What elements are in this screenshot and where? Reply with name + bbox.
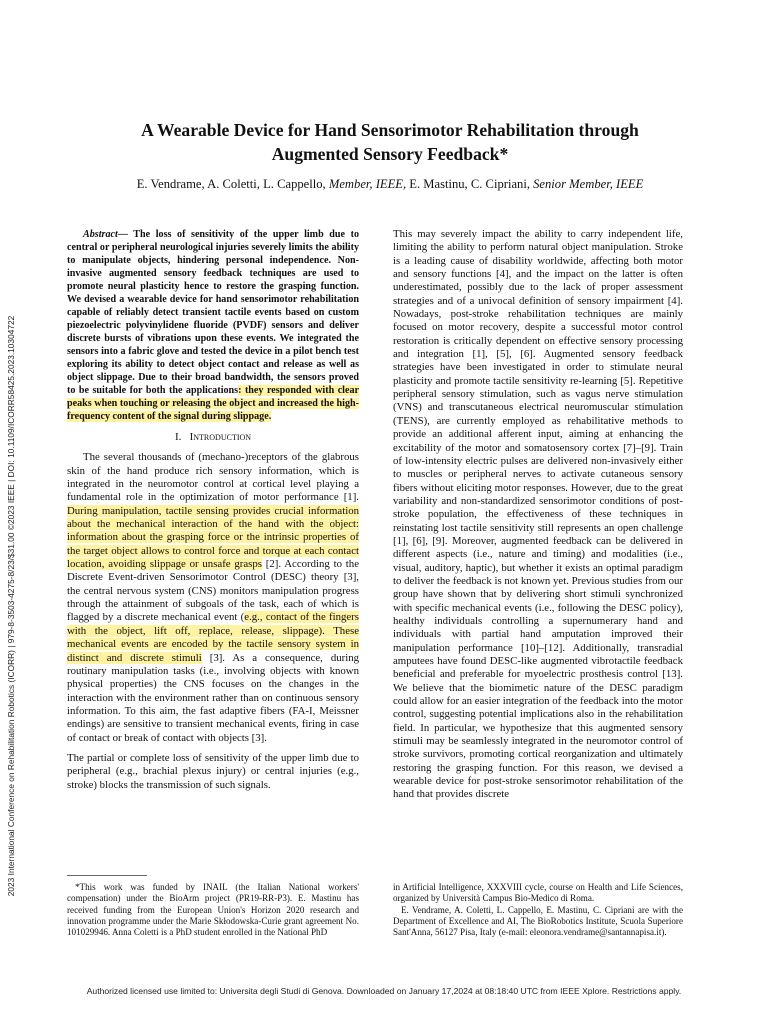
authors-part-2: E. Mastinu, C. Cipriani, [406, 177, 534, 191]
paper-title [60, 118, 720, 166]
abstract [67, 228, 359, 423]
abstract-label: Abstract [83, 229, 118, 240]
abstract-text: The loss of sensitivity of the upper limb due to central or peripheral neurological injuries severely limits the ability to manipulate objects, hindering personal independence. Non-invasive augmented sensory feedback techniques are used to promote neural plasticity hence to restore the grasping function. We devised a wearable device for hand sensorimotor rehabilitation capable of reliably detect transient tactile events based on custom piezoelectric polyvinylidene fluoride (PVDF) sensors and deliver discrete bursts of vibrations upon these events. We integrated the sensors into a fabric glove and tested the device in a pilot bench test exploring its ability to detect object contact and release as well as object slippage. Due to their broad bandwidth, the sensors proved to be suitable for both the applications [67, 229, 360, 396]
intro-paragraph-2: The partial or complete loss of sensitivity of the upper limb due to peripheral (e.g., brachial plexus injury) or central injuries (e.g., stroke) blocks the transmission of such signals. [67, 751, 359, 791]
left-column [67, 228, 359, 792]
title-line-1: A Wearable Device for Hand Sensorimotor Rehabilitation through [141, 120, 639, 140]
authors-part-1: E. Vendrame, A. Coletti, L. Cappello, [136, 177, 329, 191]
intro-highlight-2: e.g., contact of the fingers with the object, lift off, replace, release, slippage). These mechanical events are encoded by the tactile sensory system in distinct and discrete stimuli [67, 611, 359, 664]
author-list [60, 177, 720, 192]
footnote-continuation: in Artificial Intelligence, XXXVIII cycle, course on Health and Life Sciences, organized by Università Campus Bio-Medico di Roma. [393, 882, 683, 904]
abstract-dash: — [117, 229, 134, 240]
authors-role-2: Senior Member, IEEE [533, 177, 644, 191]
right-column [393, 228, 683, 802]
intro-text-c: [3]. As a consequence, during routinary manipulation tasks (i.e., involving objects with known physical properties) the CNS focuses on the changes in the interaction with the environment rather than on continuous sensory information. To this aim, the fast adaptive fibers (FA-I, Meissner endings) are sensitive to transient mechanical events, firing in case of contact or break of contact with objects [3]. [67, 651, 360, 744]
abstract-highlight: : they responded with clear peaks when touching or releasing the object and increased the high-frequency content of the signal during slippage. [67, 385, 359, 422]
section-number: I. [174, 431, 182, 443]
intro-highlight-1: During manipulation, tactile sensing provides crucial information about the mechanical interaction of the hand with the object: information about the grasping force or the intrinsic properties of the target object allows to control force and torque at each contact location, avoiding slippage or unsafe grasps [67, 504, 359, 571]
intro-text-b: [2]. According to the Discrete Event-driven Sensorimotor Control (DESC) theory [3], the central nervous system (CNS) monitors manipulation progress through the attainment of subgoals of the task, each of which is flagged by a discrete mechanical event ( [67, 558, 359, 624]
right-column-text: This may severely impact the ability to carry independent life, limiting the ability to perform natural object manipulation. Stroke is a leading cause of disability worldwide, affecting both motor and sensory functions [4], and the impact on the latter is often underestimated, possibly due to the lack of proper assessment strategies and of a univocal definition of sensory impairment [4]. Nowadays, post-stroke rehabilitation techniques are mainly focused on motor recovery, despite a successful motor control restoration is critically dependent on effective sensory processing and integration [1], [5], [6]. Augmented sensory feedback strategies have been investigated in order to stimulate neural plasticity and promote tactile sensitivity re-learning [5]. Repetitive peripheral sensory stimulation, such as vagus nerve stimulation (VNS) and transcutaneous electrical neuromuscular stimulation (TENS), are currently employed as rehabilitative methods to provide an additional afferent input, aiming at enhancing the excitability of the motor and somatosensory cortex [7]–[9]. Train of low-intensity electric pulses are delivered non-invasively either to muscles or peripheral nerves to activate cutaneous sensory fibers without eliciting motor responses. However, due to the great variability and non-standardized sensorimotor conditions of post-stroke population, the effectiveness of these techniques in reinstating lost tactile sensitivity still represents an open challenge [1], [6], [9]. Moreover, augmented feedback can be delivered in different aspects (i.e., nature and timing) and modalities (i.e., visual, auditory, haptic), but whether it exists an optimal paradigm to deliver the feedback is not known yet. Previous studies from our group have shown that by delivering short stimuli synchronized with specific mechanical events (i.e., following the DESC policy), healthy individuals controlling a supernumerary hand and individuals with partial hand amputation improved their manipulation performance [10]–[12]. Additionally, transradial amputees have found DESC-like augmented vibrotactile feedback beneficial and preferable for myoelectric prosthesis control [13]. We believe that the biomimetic nature of the DESC paradigm could allow for an easier integration of the feedback into the motor control, suggesting potential implications also in the rehabilitation field. In particular, we hypothesize that this augmented sensory stimuli may be seamlessly integrated in the neuromotor control of stroke survivors, promoting cortical reorganization and ultimately restoring the grasping function. For this reason, we devised a wearable device for post-stroke sensorimotor rehabilitation of the hand that provides discrete [393, 228, 683, 801]
affiliation-footnote: E. Vendrame, A. Coletti, L. Cappello, E. Mastinu, C. Cipriani are with the Department of Excellence and AI, The BioRobotics Institute, Scuola Superiore Sant'Anna, 56127 Pisa, Italy (e-mail: eleonora.vendrame@santannapisa.it). [393, 904, 683, 938]
authors-role-1: Member, IEEE, [328, 177, 407, 191]
side-publication-note: 2023 International Conference on Rehabilitation Robotics (ICORR) | 979-8-3503-4275-8/23/$31.00 ©2023 IEEE | DOI: 10.1109/ICORR58425.2023.10304722 [6, 315, 16, 897]
section-title: Introduction [189, 431, 252, 443]
footnote-rule [67, 875, 147, 876]
title-line-2: Augmented Sensory Feedback* [271, 144, 509, 164]
section-heading [67, 431, 359, 444]
license-notice: Authorized licensed use limited to: Universita degli Studi di Genova. Downloaded on January 17,2024 at 08:18:40 UTC from IEEE Xplore. Restrictions apply. [86, 986, 682, 996]
intro-text-a: The several thousands of (mechano-)receptors of the glabrous skin of the hand produce rich sensory information, which is integrated in the neuromotor control at cortical level playing a fundamental role in the optimization of motor performance [1]. [67, 451, 359, 504]
intro-paragraph-1 [67, 451, 359, 745]
footnote-right [393, 882, 683, 938]
funding-footnote: *This work was funded by INAIL (the Italian National workers' compensation) under the BioArm project (PR19-RR-P3). E. Mastinu has received funding from the European Union's Horizon 2020 research and innovation programme under the Marie Skłodowska-Curie grant agreement No. 101029946. Anna Coletti is a PhD student enrolled in the National PhD [67, 882, 359, 938]
footnote-left [67, 882, 359, 938]
